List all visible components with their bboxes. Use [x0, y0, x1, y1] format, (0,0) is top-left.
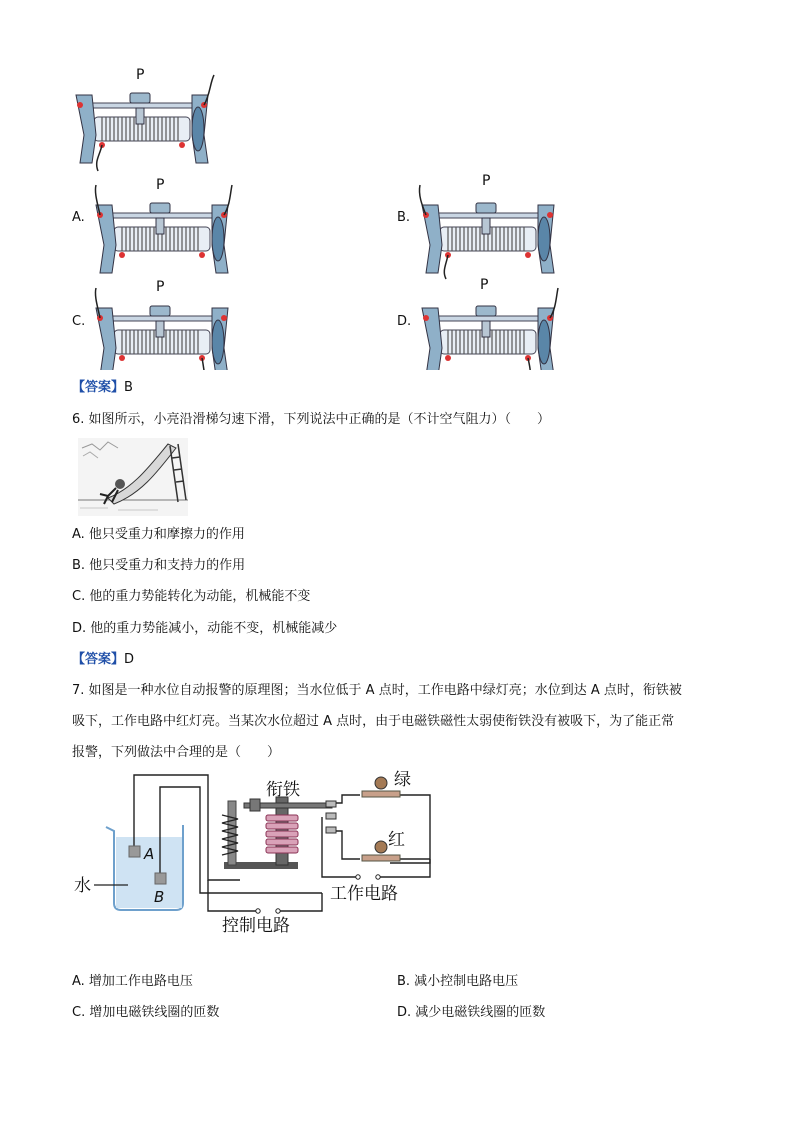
q7-option-c[interactable]: C. 增加电磁铁线圈的匝数 [72, 1005, 220, 1020]
rheostat-option-c[interactable]: C. [72, 314, 86, 329]
answer-tag: 【答案】 [72, 652, 125, 667]
slider-label-b: P [482, 173, 491, 189]
work-circuit-label: 工作电路 [330, 884, 398, 904]
q7-stem-line-1: 7. 如图是一种水位自动报警的原理图；当水位低于 A 点时，工作电路中绿灯亮；水位到达 A 点时，衔铁被 [72, 683, 682, 698]
answer-value: B [124, 380, 133, 395]
q6-option-d[interactable]: D. 他的重力势能减小，动能不变，机械能减少 [72, 621, 338, 636]
slider-label-c: P [156, 279, 165, 295]
rheostat-option-d[interactable]: D. [397, 314, 412, 329]
answer-tag: 【答案】 [72, 380, 125, 395]
q7-option-d[interactable]: D. 减少电磁铁线圈的匝数 [397, 1005, 546, 1020]
armature-label: 衔铁 [266, 780, 300, 800]
q7-stem-line-2: 吸下，工作电路中红灯亮。当某次水位超过 A 点时，由于电磁铁磁性太弱使衔铁没有被吸下，为了能正常 [72, 714, 675, 729]
q7-option-b[interactable]: B. 减小控制电路电压 [397, 974, 519, 989]
rheostat-option-a[interactable]: A. [72, 210, 85, 225]
water-alarm-circuit [0, 765, 794, 940]
q6-stem: 6. 如图所示，小亮沿滑梯匀速下滑，下列说法中正确的是（不计空气阻力）（ ） [72, 412, 551, 427]
slide-illustration [78, 438, 188, 516]
answer-value: D [124, 652, 135, 667]
point-a-label: A [144, 845, 155, 863]
slider-label-d: P [480, 277, 489, 293]
water-label: 水 [74, 876, 91, 896]
point-b-label: B [154, 888, 165, 906]
q6-option-b[interactable]: B. 他只受重力和支持力的作用 [72, 558, 246, 573]
control-circuit-label: 控制电路 [222, 916, 290, 936]
q7-option-a[interactable]: A. 增加工作电路电压 [72, 974, 193, 989]
q6-answer [72, 651, 134, 669]
green-lamp-label: 绿 [394, 770, 411, 790]
slider-label-a: P [156, 177, 165, 193]
red-lamp-label: 红 [388, 830, 405, 850]
q5-answer [72, 379, 133, 397]
q7-stem-line-3: 报警，下列做法中合理的是（ ） [72, 745, 281, 760]
q6-option-a[interactable]: A. 他只受重力和摩擦力的作用 [72, 527, 245, 542]
q6-option-c[interactable]: C. 他的重力势能转化为动能，机械能不变 [72, 589, 311, 604]
slider-label-main: P [136, 67, 145, 83]
rheostat-option-b[interactable]: B. [397, 210, 411, 225]
